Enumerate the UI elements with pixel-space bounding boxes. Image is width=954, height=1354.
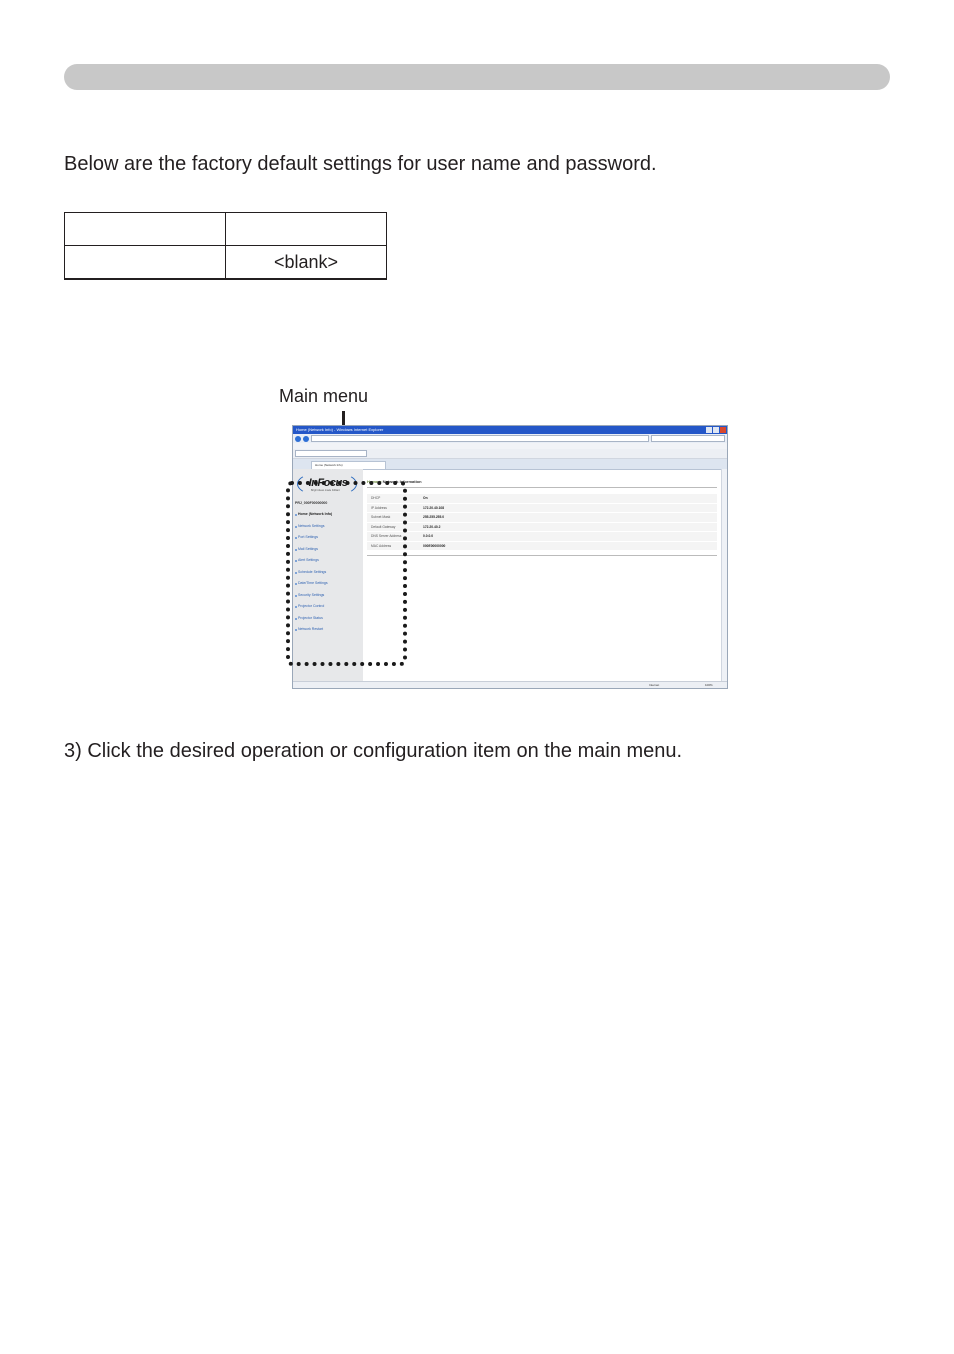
minimize-icon[interactable]: [706, 427, 712, 433]
info-label: DNS Server Address: [367, 532, 419, 542]
status-zoom[interactable]: 100%: [705, 683, 713, 687]
main-panel: [363, 469, 727, 682]
table-cell: [226, 213, 387, 246]
password-default-cell: <blank>: [226, 246, 387, 280]
sidebar-item-home[interactable]: Home (Network Info): [293, 509, 363, 521]
intro-paragraph: Below are the factory default settings for user name and password.: [64, 153, 657, 175]
sidebar-item-mail-settings[interactable]: Mail Settings: [293, 544, 363, 556]
maximize-icon[interactable]: [713, 427, 719, 433]
status-bar: [293, 681, 727, 688]
divider: [367, 555, 717, 556]
scrollbar[interactable]: [721, 469, 727, 682]
window-controls: [706, 427, 726, 433]
close-icon[interactable]: [720, 427, 726, 433]
search-input[interactable]: [651, 435, 725, 442]
info-label: Subnet Mask: [367, 513, 419, 523]
toolbar-search-input[interactable]: [295, 450, 367, 457]
window-title-bar: [293, 426, 727, 434]
sidebar-item-security-settings[interactable]: Security Settings: [293, 590, 363, 602]
info-label: IP Address: [367, 503, 419, 513]
page-title-text: Network Information: [382, 479, 422, 484]
back-icon[interactable]: [295, 436, 301, 442]
table-row: [367, 503, 717, 513]
logo-text: InFocus: [308, 477, 348, 489]
info-label: DHCP: [367, 494, 419, 503]
credentials-table: [64, 212, 387, 280]
info-label: Default Gateway: [367, 522, 419, 532]
network-info-table: [367, 494, 717, 551]
table-cell: [65, 246, 226, 280]
table-row: [367, 494, 717, 503]
info-value: 172.20.40.2: [419, 522, 717, 532]
sidebar-item-alert-settings[interactable]: Alert Settings: [293, 555, 363, 567]
table-row: [367, 532, 717, 542]
step-3-instruction: 3) Click the desired operation or configuration item on the main menu.: [64, 740, 683, 762]
projector-name: PRJ_000F00000000: [295, 501, 328, 505]
status-zone: Internet: [649, 683, 660, 687]
table-row: [65, 246, 387, 280]
sidebar-item-date-time-settings[interactable]: Date/Time Settings: [293, 578, 363, 590]
table-row: [65, 213, 387, 246]
window-title: Home (Network Info) - Windows Internet Explorer: [296, 427, 384, 432]
toolbar-row: [293, 449, 727, 459]
forward-icon[interactable]: [303, 436, 309, 442]
page-title: [367, 479, 717, 488]
section-header-bar: [64, 64, 890, 90]
sidebar-item-projector-status[interactable]: Projector Status: [293, 613, 363, 625]
table-row: [367, 522, 717, 532]
info-value: 172.20.40.108: [419, 503, 717, 513]
info-value: 000E00000000: [419, 541, 717, 551]
info-label: MAC Address: [367, 541, 419, 551]
main-menu-highlight-outline: [286, 481, 407, 666]
info-value: 255.255.255.0: [419, 513, 717, 523]
breadcrumb[interactable]: Home >: [367, 479, 383, 484]
table-cell: [65, 213, 226, 246]
sidebar-item-network-restart[interactable]: Network Restart: [293, 624, 363, 636]
sidebar-item-network-settings[interactable]: Network Settings: [293, 521, 363, 533]
sidebar-item-port-settings[interactable]: Port Settings: [293, 532, 363, 544]
sidebar-item-projector-control[interactable]: Projector Control: [293, 601, 363, 613]
address-row: [293, 434, 727, 443]
main-menu-caption: Main menu: [279, 386, 369, 406]
table-row: [367, 513, 717, 523]
sidebar-item-schedule-settings[interactable]: Schedule Settings: [293, 567, 363, 579]
info-value: On: [419, 494, 717, 503]
logo-tagline: Bright ideas made brilliant: [311, 489, 340, 492]
tab-home[interactable]: Home (Network Info): [311, 461, 386, 469]
info-value: 0.0.0.0: [419, 532, 717, 542]
address-input[interactable]: [311, 435, 649, 442]
table-row: [367, 541, 717, 551]
